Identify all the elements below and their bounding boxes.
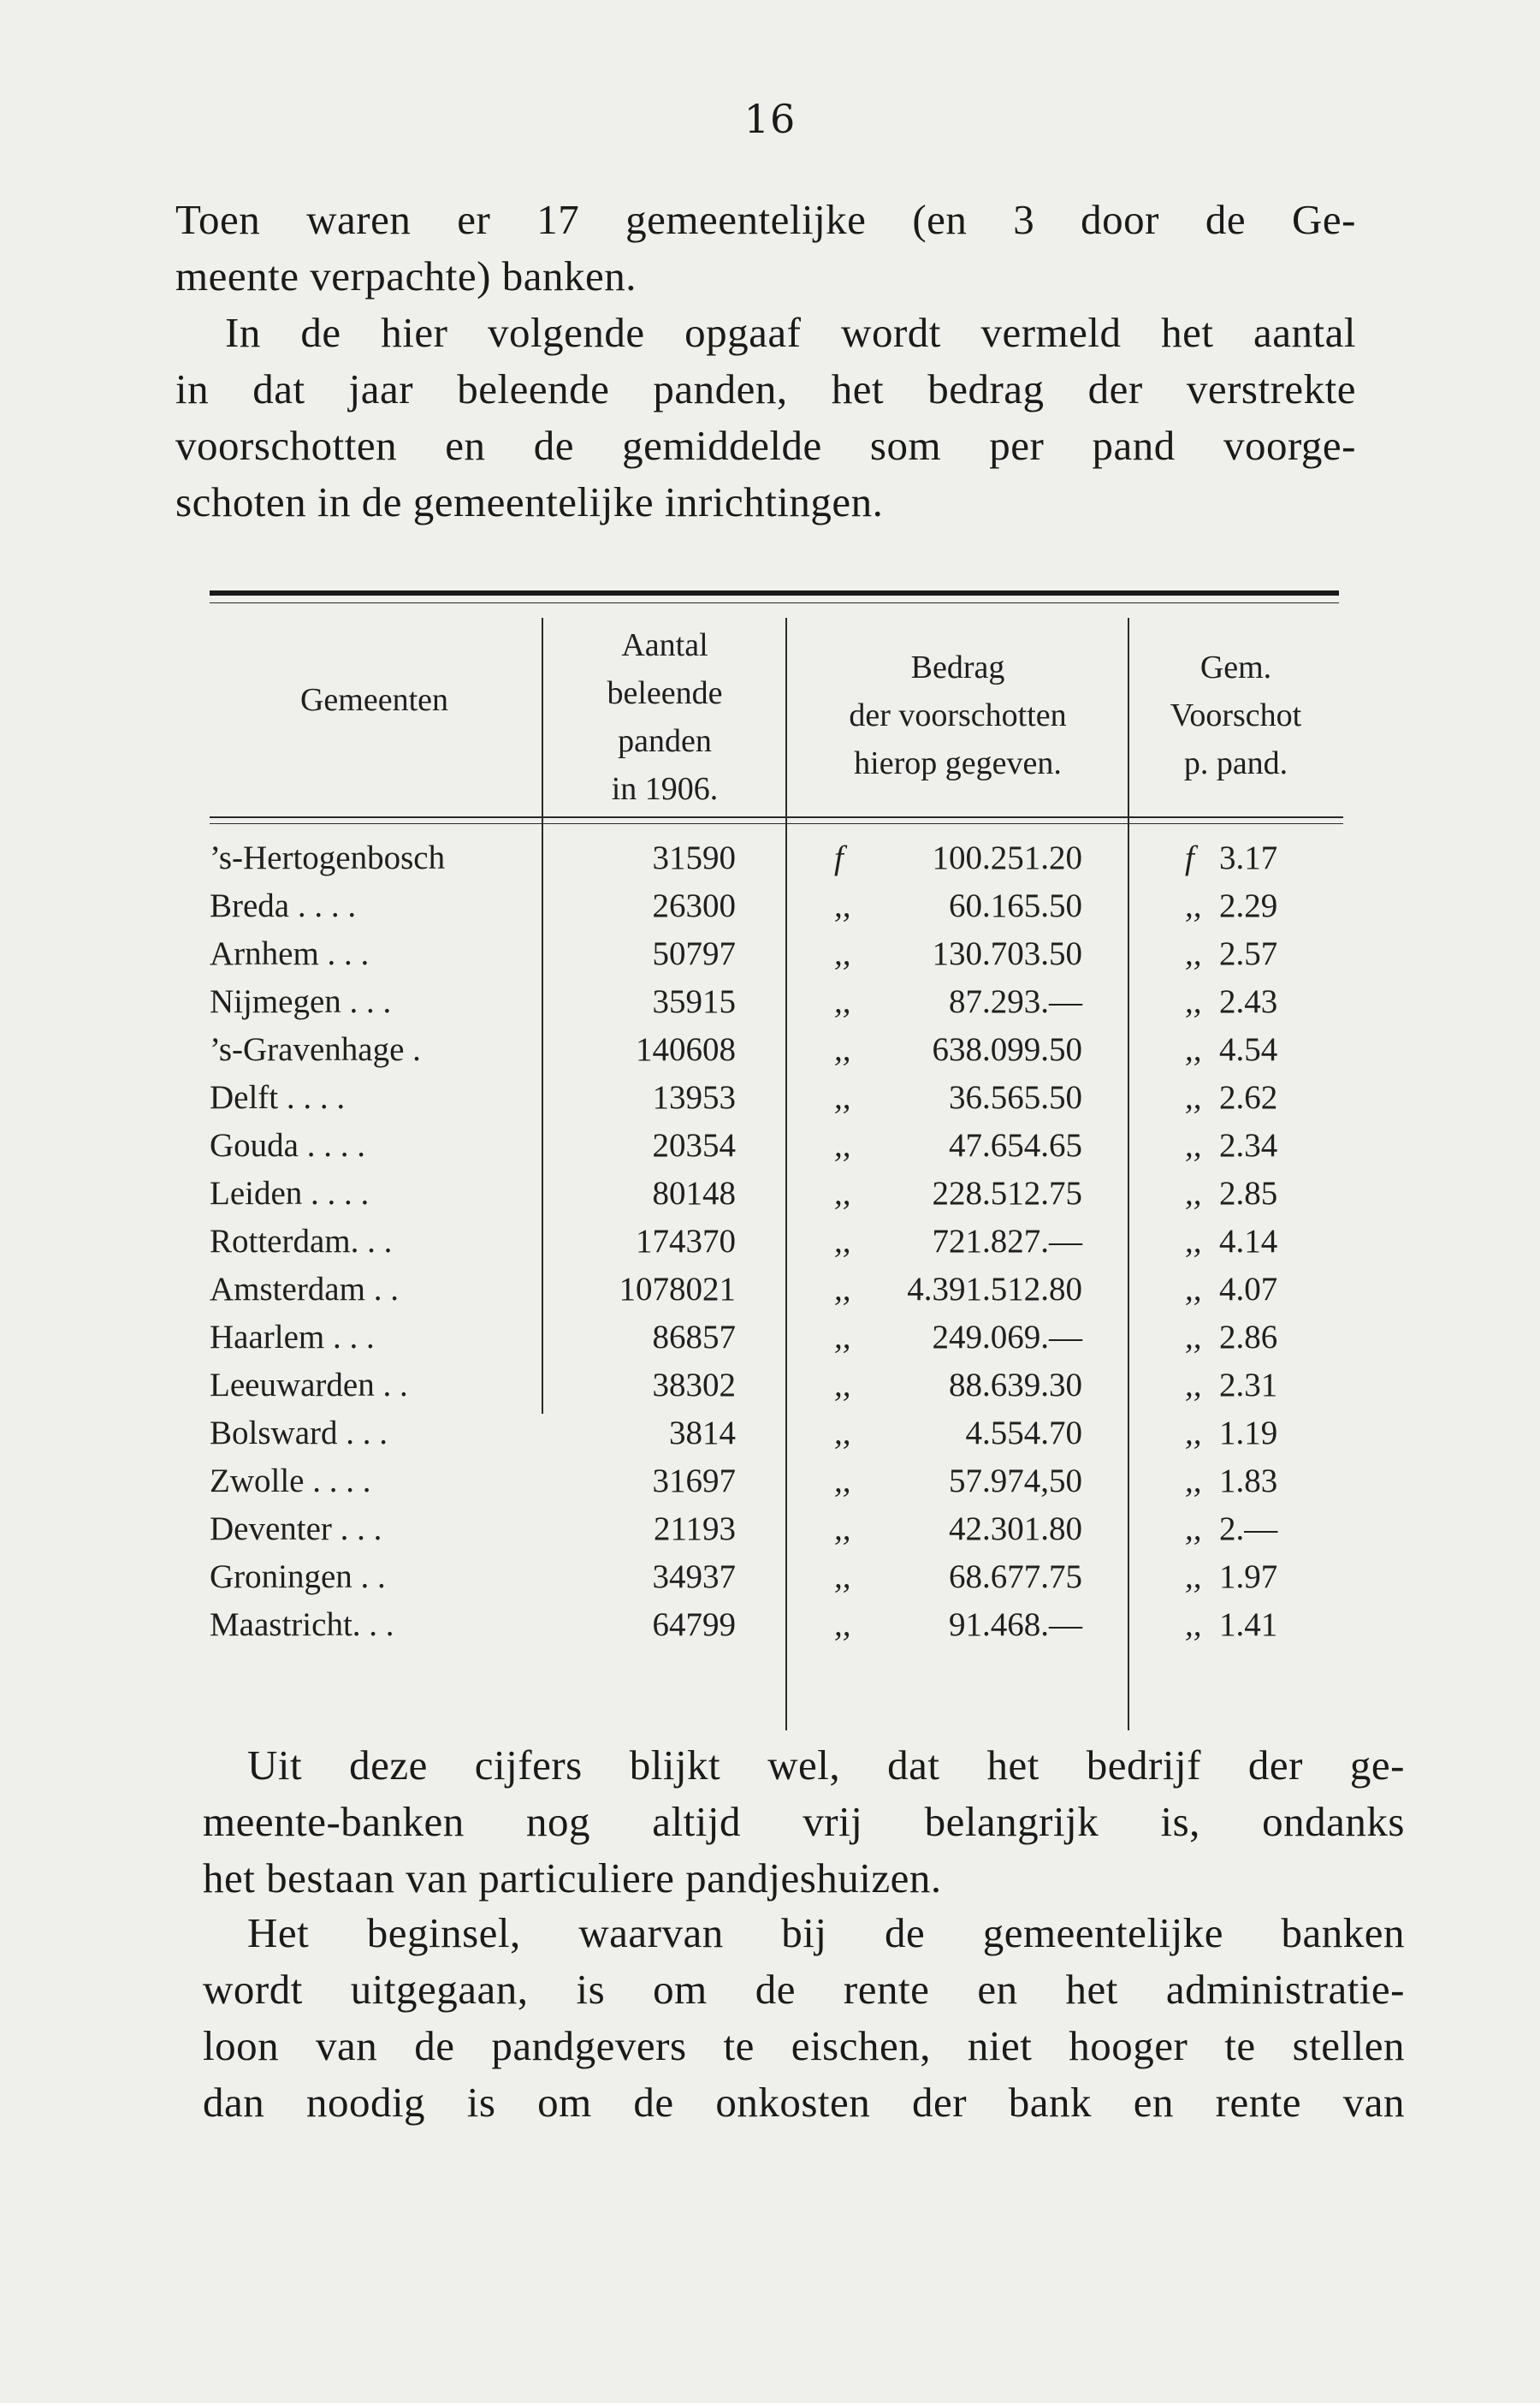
table-row	[210, 1030, 1343, 1078]
table-top-rule-thin	[210, 602, 1339, 603]
text-line: dan noodig is om de onkosten der bank en rente van	[203, 2079, 1405, 2126]
currency-cell: ,,	[1185, 1558, 1202, 1595]
gemeente-cell: Gouda . . . .	[210, 1127, 365, 1164]
currency-cell: ,,	[834, 887, 851, 924]
text-line: Toen waren er 17 gemeentelijke (en 3 door de Ge-	[175, 196, 1356, 243]
text-line: in dat jaar beleende panden, het bedrag der verstrekte	[175, 365, 1356, 412]
header-bedrag: Bedrag der voorschotten hierop gegeven.	[849, 650, 1067, 781]
currency-cell: ,,	[834, 1367, 851, 1403]
panden-cell: 174370	[636, 1223, 736, 1260]
panden-cell: 1078021	[619, 1271, 736, 1308]
currency-cell: f	[1185, 840, 1194, 876]
currency-cell: ,,	[834, 1127, 851, 1164]
panden-cell: 31590	[652, 840, 736, 876]
currency-cell: ,,	[1185, 1415, 1202, 1451]
gemeente-cell: ’s-Gravenhage .	[210, 1031, 421, 1068]
currency-cell: ,,	[834, 1031, 851, 1068]
gem-voorschot-cell: 2.—	[1219, 1510, 1278, 1547]
bedrag-cell: 4.554.70	[965, 1415, 1082, 1451]
page-number: 16	[743, 96, 797, 142]
bedrag-cell: 68.677.75	[949, 1558, 1082, 1595]
text-line: In de hier volgende opgaaf wordt vermeld het aantal	[225, 309, 1356, 356]
gem-voorschot-cell: 4.14	[1219, 1223, 1278, 1260]
bedrag-cell: 91.468.—	[949, 1606, 1082, 1643]
currency-cell: ,,	[1185, 1079, 1202, 1116]
panden-cell: 21193	[653, 1510, 736, 1547]
currency-cell: ,,	[1185, 1031, 1202, 1068]
table-row	[210, 1126, 1343, 1174]
gemeente-cell: Rotterdam. . .	[210, 1223, 393, 1260]
panden-cell: 38302	[652, 1367, 736, 1403]
panden-cell: 140608	[636, 1031, 736, 1068]
header-rule	[210, 816, 1343, 818]
currency-cell: ,,	[1185, 983, 1202, 1020]
currency-cell: ,,	[1185, 1463, 1202, 1499]
currency-cell: ,,	[834, 1606, 851, 1643]
currency-cell: ,,	[834, 1463, 851, 1499]
text-line: voorschotten en de gemiddelde som per pand voorge-	[175, 422, 1356, 469]
table-row	[210, 1558, 1343, 1605]
gem-voorschot-cell: 2.85	[1219, 1175, 1278, 1212]
currency-cell: ,,	[1185, 1223, 1202, 1260]
currency-cell: ,,	[1185, 1127, 1202, 1164]
table-row	[210, 982, 1343, 1030]
table-row	[210, 1366, 1343, 1414]
gemeente-cell: Deventer . . .	[210, 1510, 382, 1547]
gemeente-cell: Leiden . . . .	[210, 1175, 370, 1212]
header-panden: Aantal beleende panden in 1906.	[607, 627, 723, 807]
gemeente-cell: Maastricht. . .	[210, 1606, 394, 1643]
gemeente-cell: Breda . . . .	[210, 887, 357, 924]
text-line: schoten in de gemeentelijke inrichtingen.	[175, 478, 884, 525]
currency-cell: ,,	[1185, 1319, 1202, 1356]
currency-cell: ,,	[1185, 1271, 1202, 1308]
gemeente-cell: Zwolle . . . .	[210, 1463, 371, 1499]
currency-cell: ,,	[1185, 1606, 1202, 1643]
gem-voorschot-cell: 2.34	[1219, 1127, 1278, 1164]
text-line: loon van de pandgevers te eischen, niet hooger te stellen	[203, 2022, 1405, 2069]
table-row	[210, 934, 1343, 982]
currency-cell: ,,	[834, 1319, 851, 1356]
text-line: meente verpachte) banken.	[175, 252, 637, 300]
currency-cell: ,,	[834, 1079, 851, 1116]
paragraph-principle	[203, 1905, 1405, 2131]
currency-cell: ,,	[834, 1175, 851, 1212]
gemeente-cell: Groningen . .	[210, 1558, 386, 1595]
header-gem-voorschot: Gem. Voorschot p. pand.	[1170, 650, 1302, 781]
table-row	[210, 1222, 1343, 1270]
gem-voorschot-cell: 1.83	[1219, 1463, 1278, 1499]
gem-voorschot-cell: 2.62	[1219, 1079, 1278, 1116]
currency-cell: ,,	[834, 983, 851, 1020]
currency-cell: ,,	[834, 1223, 851, 1260]
currency-cell: f	[834, 840, 844, 876]
bedrag-cell: 36.565.50	[949, 1079, 1082, 1116]
currency-cell: ,,	[1185, 1510, 1202, 1547]
currency-cell: ,,	[834, 935, 851, 972]
text-line: meente-banken nog altijd vrij belangrijk is, ondanks	[203, 1798, 1405, 1845]
gem-voorschot-cell: 2.57	[1219, 935, 1278, 972]
gem-voorschot-cell: 2.29	[1219, 887, 1278, 924]
header-rule-thin	[210, 823, 1343, 824]
currency-cell: ,,	[1185, 1367, 1202, 1403]
currency-cell: ,,	[834, 1415, 851, 1451]
panden-cell: 20354	[652, 1127, 736, 1164]
table-row	[210, 839, 1343, 887]
text-line: Uit deze cijfers blijkt wel, dat het bedrijf der ge-	[247, 1741, 1405, 1789]
gem-voorschot-cell: 1.41	[1219, 1606, 1278, 1643]
table-row	[210, 1318, 1343, 1366]
currency-cell: ,,	[1185, 935, 1202, 972]
table-row	[210, 1270, 1343, 1318]
bedrag-cell: 638.099.50	[932, 1031, 1082, 1068]
bedrag-cell: 57.974,50	[949, 1463, 1082, 1499]
bedrag-cell: 4.391.512.80	[907, 1271, 1082, 1308]
paragraph-description	[175, 305, 1356, 531]
gem-voorschot-cell: 2.86	[1219, 1319, 1278, 1356]
gemeente-cell: Leeuwarden . .	[210, 1367, 408, 1403]
gem-voorschot-cell: 4.07	[1219, 1271, 1278, 1308]
bedrag-cell: 130.703.50	[932, 935, 1082, 972]
bedrag-cell: 87.293.—	[949, 983, 1082, 1020]
table-row	[210, 1510, 1343, 1558]
panden-cell: 34937	[652, 1558, 736, 1595]
bedrag-cell: 721.827.—	[932, 1223, 1082, 1260]
gem-voorschot-cell: 2.31	[1219, 1367, 1278, 1403]
table-row	[210, 1174, 1343, 1222]
gem-voorschot-cell: 4.54	[1219, 1031, 1278, 1068]
table-row	[210, 887, 1343, 934]
panden-cell: 86857	[652, 1319, 736, 1356]
bedrag-cell: 88.639.30	[949, 1367, 1082, 1403]
panden-cell: 31697	[652, 1463, 736, 1499]
table-row	[210, 1078, 1343, 1126]
table-row	[210, 1462, 1343, 1510]
panden-cell: 3814	[669, 1415, 736, 1451]
bedrag-cell: 47.654.65	[949, 1127, 1082, 1164]
pawn-bank-table	[210, 590, 1343, 1712]
gemeente-cell: Arnhem . . .	[210, 935, 370, 972]
currency-cell: ,,	[1185, 887, 1202, 924]
text-line: Het beginsel, waarvan bij de gemeentelijke banken	[247, 1909, 1405, 1956]
panden-cell: 50797	[652, 935, 736, 972]
currency-cell: ,,	[834, 1510, 851, 1547]
bedrag-cell: 100.251.20	[932, 840, 1082, 876]
text-line: wordt uitgegaan, is om de rente en het administratie-	[203, 1966, 1405, 2013]
bedrag-cell: 228.512.75	[932, 1175, 1082, 1212]
table-top-rule	[210, 590, 1339, 596]
paragraph-conclusion	[203, 1737, 1405, 1907]
paragraph-intro	[175, 192, 1356, 305]
table-row	[210, 1605, 1343, 1653]
gem-voorschot-cell: 3.17	[1219, 840, 1278, 876]
text-line: het bestaan van particuliere pandjeshuizen.	[203, 1854, 942, 1902]
bedrag-cell: 60.165.50	[949, 887, 1082, 924]
header-gemeenten: Gemeenten	[299, 682, 449, 718]
bedrag-cell: 42.301.80	[949, 1510, 1082, 1547]
table-row	[210, 1414, 1343, 1462]
panden-cell: 64799	[652, 1606, 736, 1643]
gemeente-cell: Amsterdam . .	[210, 1271, 399, 1308]
bedrag-cell: 249.069.—	[932, 1319, 1082, 1356]
gem-voorschot-cell: 1.19	[1219, 1415, 1278, 1451]
panden-cell: 13953	[652, 1079, 736, 1116]
gem-voorschot-cell: 1.97	[1219, 1558, 1278, 1595]
panden-cell: 26300	[652, 887, 736, 924]
panden-cell: 35915	[652, 983, 736, 1020]
panden-cell: 80148	[652, 1175, 736, 1212]
gem-voorschot-cell: 2.43	[1219, 983, 1278, 1020]
currency-cell: ,,	[1185, 1175, 1202, 1212]
gemeente-cell: ’s-Hertogenbosch	[210, 840, 446, 876]
gemeente-cell: Bolsward . . .	[210, 1415, 388, 1451]
gemeente-cell: Delft . . . .	[210, 1079, 346, 1116]
gemeente-cell: Nijmegen . . .	[210, 983, 392, 1020]
currency-cell: ,,	[834, 1558, 851, 1595]
currency-cell: ,,	[834, 1271, 851, 1308]
gemeente-cell: Haarlem . . .	[210, 1319, 375, 1356]
